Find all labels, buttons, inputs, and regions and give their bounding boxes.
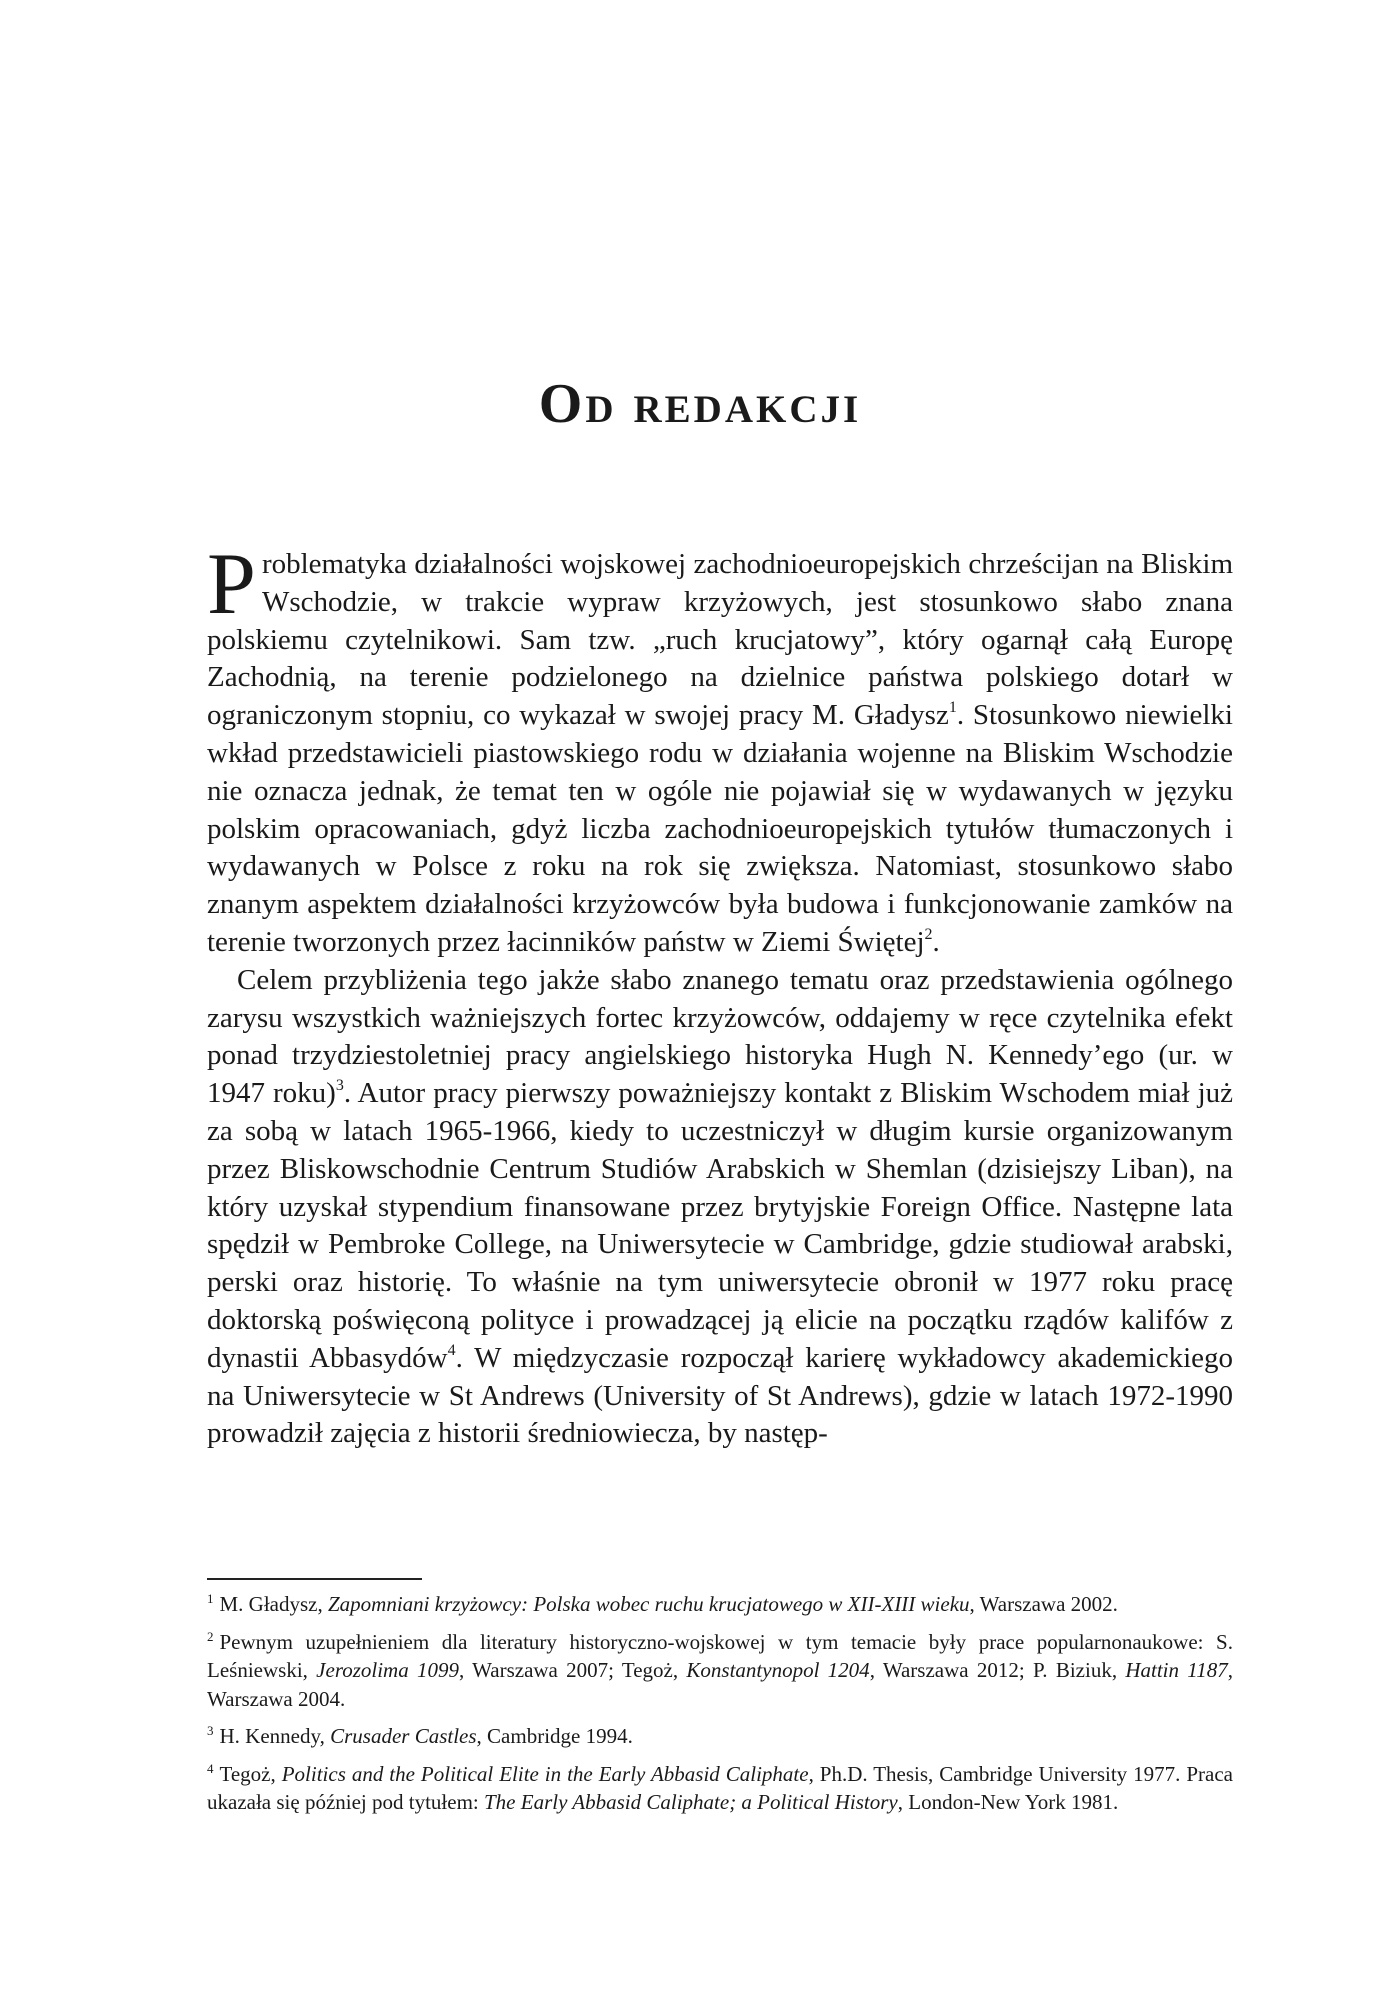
footnote-text: , Warszawa 2012; P. Biziuk, (869, 1658, 1126, 1682)
paragraph-2-text-b: . Autor pracy pierwszy poważniejszy kontakt z Bliskim Wschodem miał już za sobą w latach 1965-1966, kiedy to uczestniczył w długim kursie organizowanym przez Bliskowschodnie Centrum Studiów Arabskich w Shemlan (dzisiejszy Liban), na który uzyskał stypendium finansowane przez brytyjskie Foreign Office. Następne lata spędził w Pembroke College, na Uniwersytecie w Cambridge, gdzie studiował arabski, perski oraz historię. To właśnie na tym uniwersytecie obronił w 1977 roku pracę doktorską poświęconą polityce i prowadzącej ją elicie na początku rządów kalifów z dynastii Abbasydów (207, 1077, 1233, 1374)
footnotes (207, 1590, 1233, 1826)
paragraph-1 (207, 536, 1233, 962)
footnote-number: 1 (207, 1591, 214, 1606)
footnote-ref-1[interactable]: 1 (948, 699, 957, 717)
footnote-ref-3[interactable]: 3 (335, 1077, 344, 1095)
footnote-text: , Warszawa 2004. (207, 1658, 1233, 1711)
footnote-text: M. Gładysz, (219, 1592, 328, 1616)
paragraph-2 (207, 962, 1233, 1453)
footnote-4 (207, 1760, 1233, 1817)
footnote-ref-2[interactable]: 2 (924, 925, 933, 943)
footnote-title: The Early Abbasid Caliphate; a Political History (484, 1790, 898, 1814)
footnote-title: Politics and the Political Elite in the Early Abbasid Caliphate (281, 1761, 809, 1786)
footnote-ref-4[interactable]: 4 (447, 1341, 456, 1359)
paragraph-1-text-b: . Stosunkowo niewielki wkład przedstawicieli piastowskiego rodu w działania wojenne na Bliskim Wschodzie nie oznacza jednak, że temat ten w ogóle nie pojawiał się w wydawanych w języku polskim opracowaniach, gdyż liczba zachodnioeuropejskich tytułów tłumaczonych i wydawanych w Polsce z roku na rok się zwiększa. Natomiast, stosunkowo słabo znanym aspektem działalności krzyżowców była budowa i funkcjonowanie zamków na terenie tworzonych przez łacinników państw w Ziemi Świętej (207, 699, 1233, 958)
footnote-text: , Warszawa 2002. (969, 1592, 1118, 1616)
footnote-text: Pewnym uzupełnieniem dla literatury historyczno-wojskowej w tym temacie były prace popularnonaukowe: S. Leśniewski, (207, 1629, 1233, 1682)
footnote-text: , Warszawa 2007; Tegoż, (458, 1658, 687, 1682)
footnote-3 (207, 1722, 1233, 1751)
footnote-text: Tegoż, (219, 1761, 282, 1786)
footnote-number: 4 (207, 1760, 214, 1776)
footnote-title: Crusader Castles (330, 1724, 477, 1748)
footnote-separator (207, 1578, 422, 1580)
footnote-number: 2 (207, 1628, 214, 1644)
paragraph-1-text-c: . (932, 925, 940, 958)
main-text (207, 536, 1233, 1453)
footnote-number: 3 (207, 1723, 214, 1738)
drop-cap: P (207, 536, 256, 633)
footnote-title: Hattin 1187 (1125, 1658, 1228, 1682)
footnote-text: H. Kennedy, (219, 1724, 331, 1748)
footnote-text: , Cambridge 1994. (476, 1724, 633, 1748)
paragraph-2-text-a: Celem przybliżenia tego jakże słabo znanego tematu oraz przedstawienia ogólnego zarysu wszystkich ważniejszych fortec krzyżowców, oddajemy w ręce czytelnika efekt ponad trzydziestoletniej pracy angielskiego historyka Hugh N. Kennedy’ego (ur. w 1947 roku) (207, 963, 1233, 1110)
footnote-title: Konstantynopol 1204 (686, 1658, 870, 1682)
footnote-title: Zapomniani krzyżowcy: Polska wobec ruchu krucjatowego w XII-XIII wieku (328, 1592, 970, 1616)
footnote-2 (207, 1628, 1233, 1714)
footnote-title: Jerozolima 1099 (316, 1658, 459, 1682)
footnote-text: , Ph.D. Thesis, Cambridge University 1977. Praca ukazała się później pod tytułem: (207, 1761, 1233, 1814)
footnote-1 (207, 1590, 1233, 1619)
paragraph-1-text-a: roblematyka działalności wojskowej zachodnioeuropejskich chrześcijan na Bliskim Wschodzie, w trakcie wypraw krzyżowych, jest stosunkowo słabo znana polskiemu czytelnikowi. Sam tzw. „ruch krucjatowy”, który ogarnął całą Europę Zachodnią, na terenie podzielonego na dzielnice państwa polskiego dotarł w ograniczonym stopniu, co wykazał w swojej pracy M. Gładysz (207, 548, 1233, 732)
footnote-text: , London-New York 1981. (897, 1790, 1119, 1814)
page-title: Od redakcji (538, 373, 862, 435)
paragraph-2-text-c: . W międzyczasie rozpoczął karierę wykładowcy akademickiego na Uniwersytecie w St Andrews (University of St Andrews), gdzie w latach 1972-1990 prowadził zajęcia z historii średniowiecza, by następ- (207, 1341, 1233, 1450)
